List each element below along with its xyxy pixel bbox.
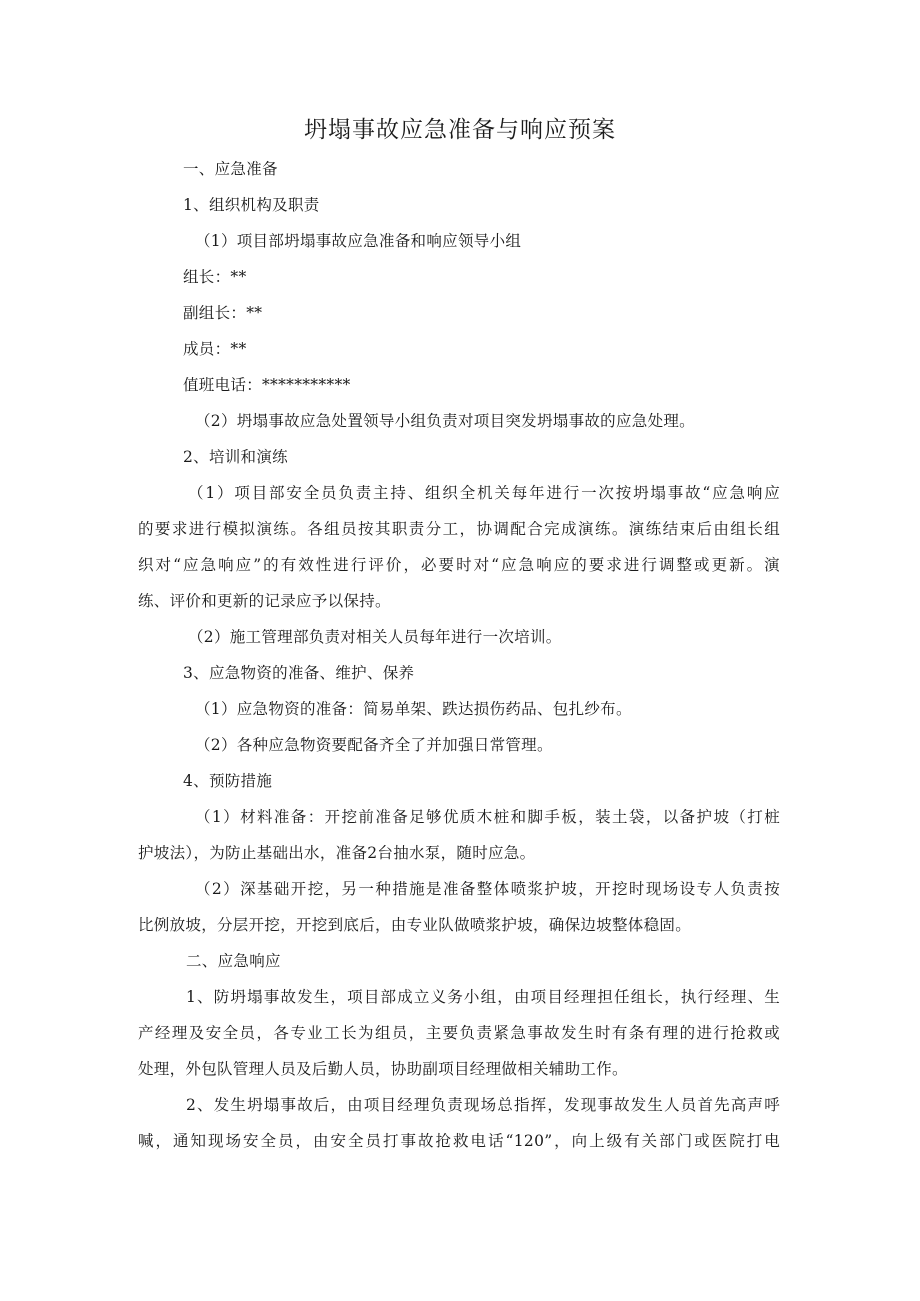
paragraph-response-team: 处理，外包队管理人员及后勤人员，协助副项目经理做相关辅助工作。 — [138, 1060, 628, 1078]
paragraph-supplies-management: （2）各种应急物资要配备齐全了并加强日常管理。 — [195, 736, 553, 754]
field-duty-phone: 值班电话：*********** — [183, 376, 351, 394]
paragraph-group-duty: （2）坍塌事故应急处置领导小组负责对项目突发坍塌事故的应急处理。 — [195, 412, 695, 430]
paragraph-response-procedure: 喊，通知现场安全员，由安全员打事故抢救电话“120”，向上级有关部门或医院打电 — [138, 1132, 780, 1150]
paragraph-prevention-excavation: （2）深基础开挖，另一种措施是准备整体喷浆护坡，开挖时现场设专人负责按 — [195, 880, 780, 898]
section-heading-response: 二、应急响应 — [186, 952, 281, 970]
subsection-heading-training: 2、培训和演练 — [183, 448, 288, 466]
field-deputy-leader: 副组长：** — [183, 304, 263, 322]
paragraph-supplies-list: （1）应急物资的准备：简易单架、跌达损伤药品、包扎纱布。 — [195, 700, 632, 718]
document-title: 坍塌事故应急准备与响应预案 — [304, 117, 616, 143]
field-members: 成员：** — [183, 340, 247, 358]
paragraph-response-team: 产经理及安全员，各专业工长为组员，主要负责紧急事故发生时有条有理的进行抢救或 — [138, 1024, 780, 1042]
paragraph-training-annual: （2）施工管理部负责对相关人员每年进行一次培训。 — [188, 628, 562, 646]
paragraph-leadership-group: （1）项目部坍塌事故应急准备和响应领导小组 — [195, 232, 522, 250]
paragraph-prevention-materials: 护坡法），为防止基础出水，准备2台抽水泵，随时应急。 — [138, 844, 536, 862]
subsection-heading-supplies: 3、应急物资的准备、维护、保养 — [183, 664, 415, 682]
subsection-heading-prevention: 4、预防措施 — [183, 772, 273, 790]
paragraph-prevention-excavation: 比例放坡，分层开挖，开挖到底后，由专业队做喷浆护坡，确保边坡整体稳固。 — [138, 916, 692, 934]
paragraph-training-line: （1）项目部安全员负责主持、组织全机关每年进行一次按坍塌事故“应急响应 — [188, 484, 780, 502]
section-heading-preparation: 一、应急准备 — [183, 160, 278, 178]
paragraph-training-line: 织对“应急响应”的有效性进行评价，必要时对“应急响应的要求进行调整或更新。演 — [138, 556, 780, 574]
paragraph-response-team: 1、防坍塌事故发生，项目部成立义务小组，由项目经理担任组长，执行经理、生 — [186, 988, 780, 1006]
field-group-leader: 组长：** — [183, 268, 247, 286]
paragraph-response-procedure: 2、发生坍塌事故后，由项目经理负责现场总指挥，发现事故发生人员首先高声呼 — [186, 1096, 780, 1114]
paragraph-training-line: 练、评价和更新的记录应予以保持。 — [138, 592, 391, 610]
paragraph-training-line: 的要求进行模拟演练。各组员按其职责分工，协调配合完成演练。演练结束后由组长组 — [138, 520, 780, 538]
subsection-heading-organization: 1、组织机构及职责 — [183, 196, 320, 214]
paragraph-prevention-materials: （1）材料准备：开挖前准备足够优质木桩和脚手板，装土袋，以备护坡（打桩 — [195, 808, 780, 826]
